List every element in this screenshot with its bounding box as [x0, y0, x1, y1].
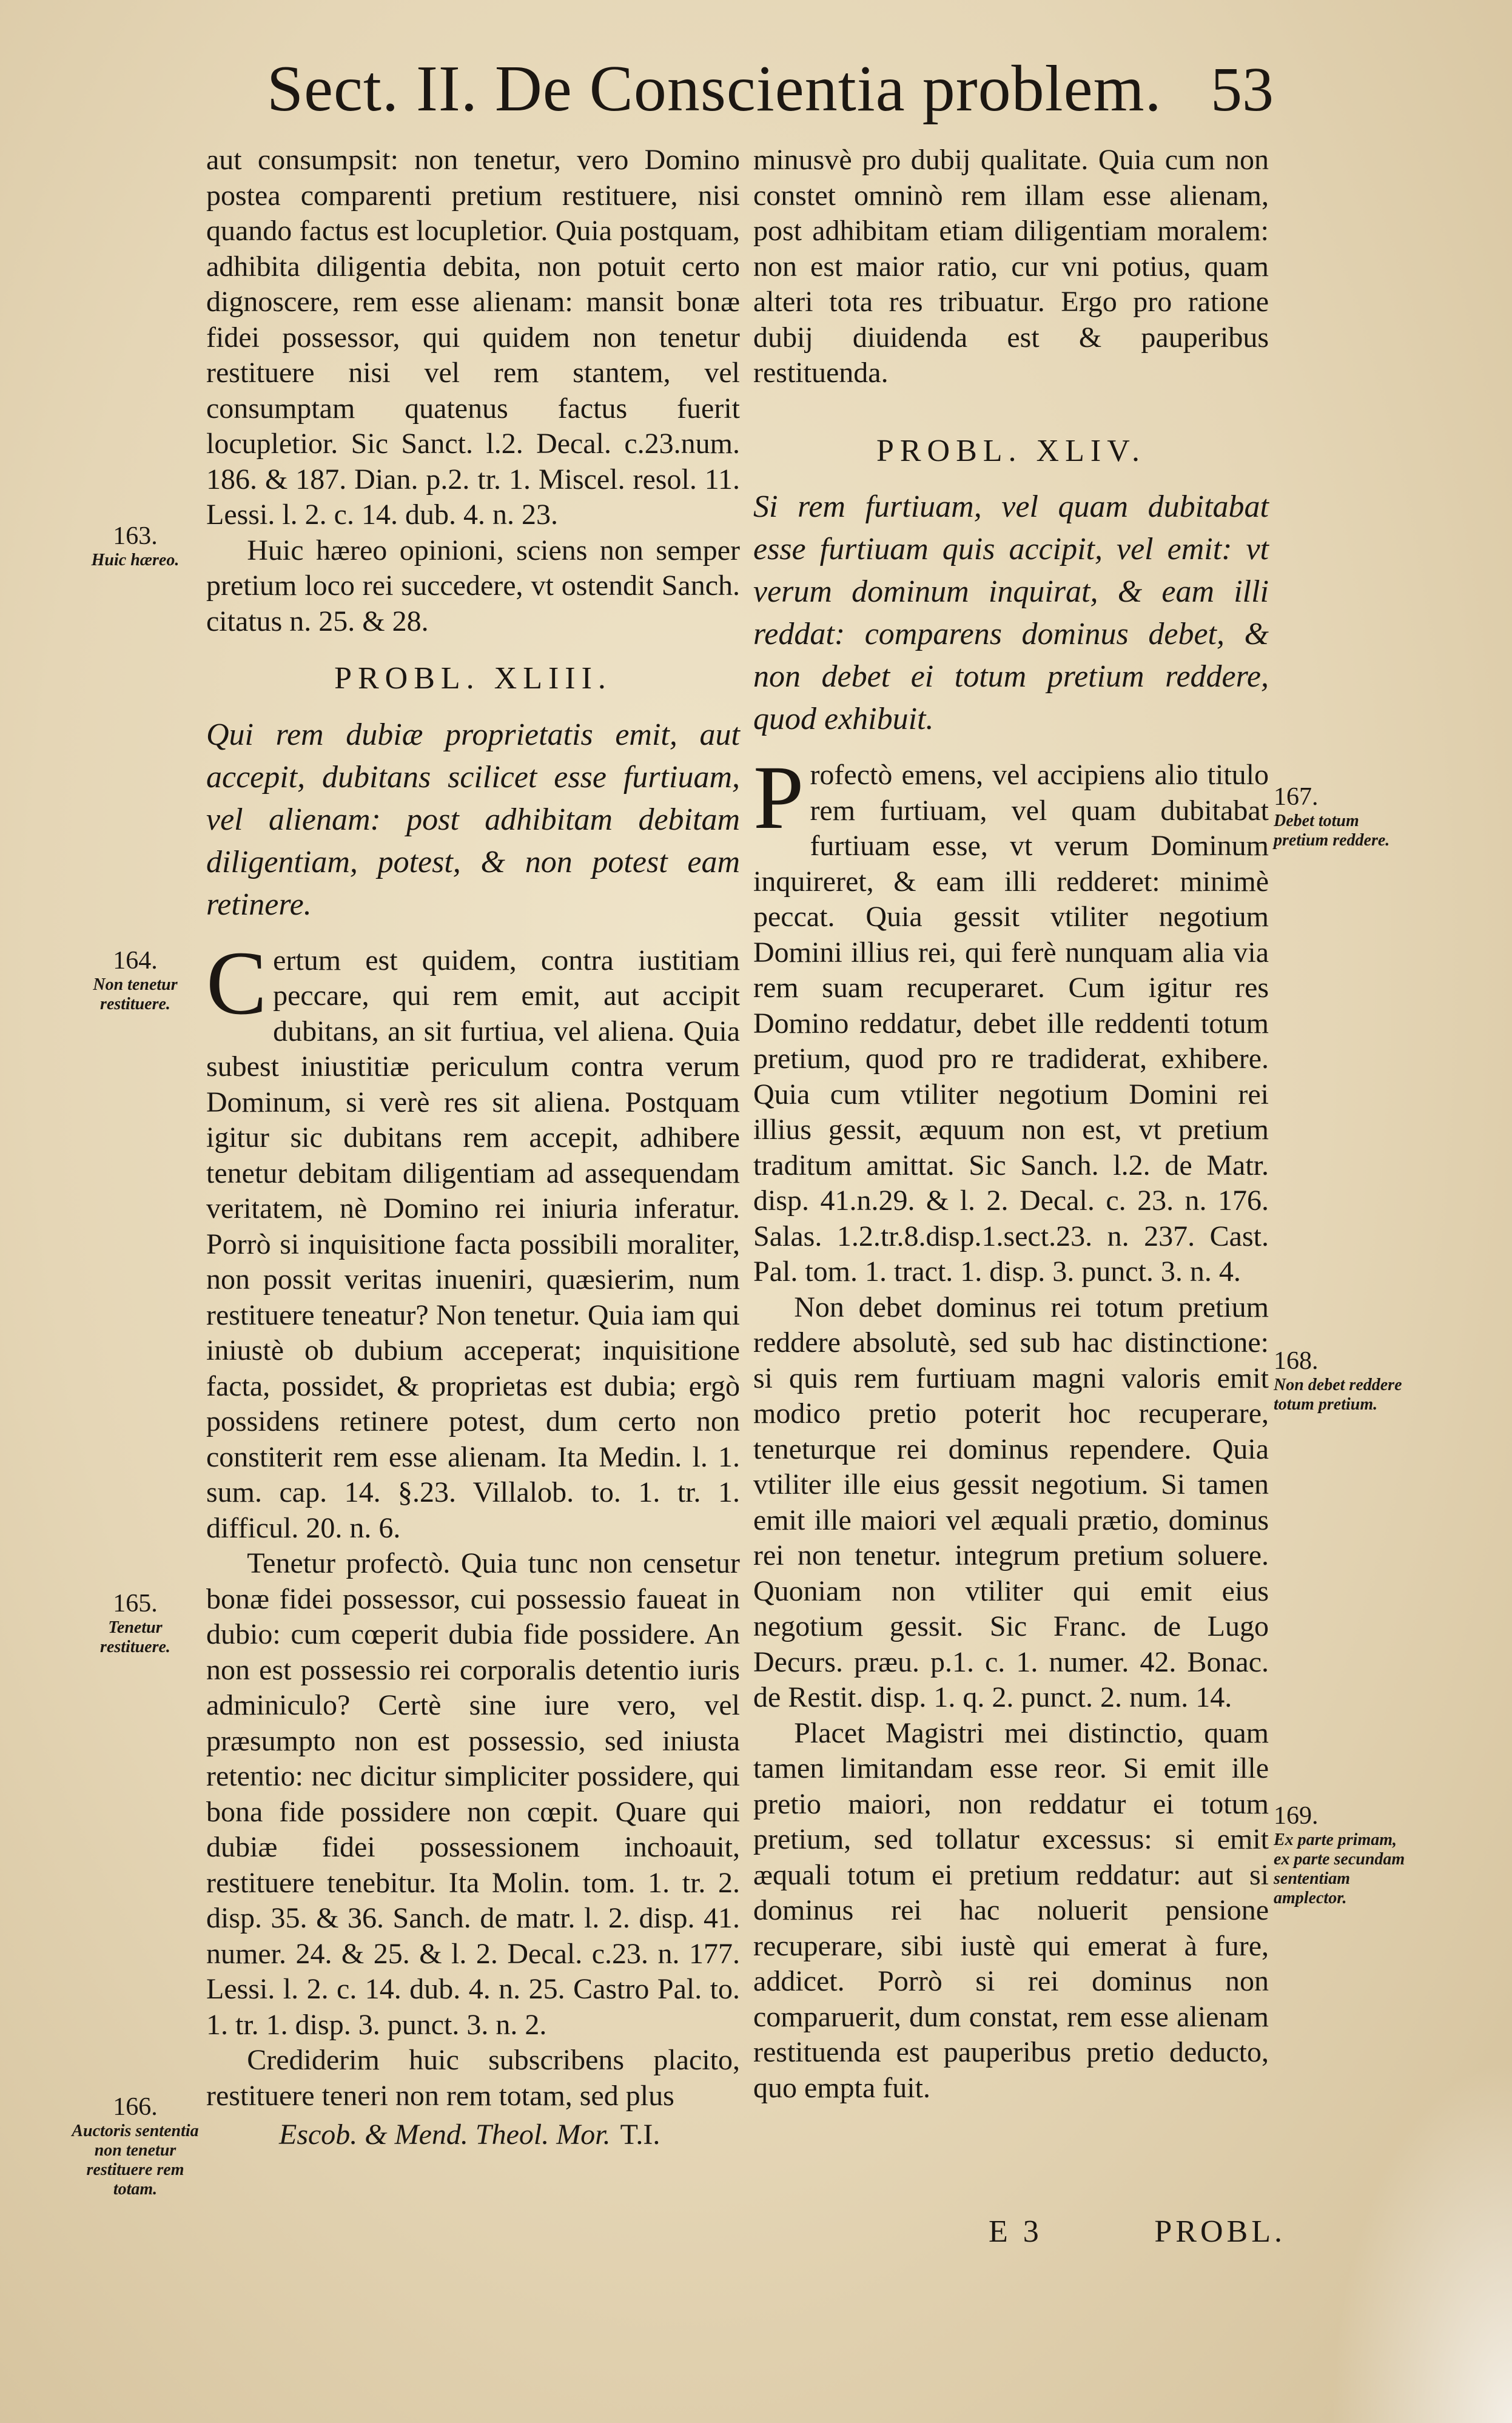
margin-note-number: 164. [113, 947, 158, 975]
page-number: 53 [1211, 55, 1274, 124]
running-head-title: Sect. II. De Conscientia problem. [267, 53, 1162, 125]
margin-note-number: 167. [1274, 783, 1319, 811]
margin-note-number: 165. [113, 1590, 158, 1618]
problem-question: Si rem furtiuam, vel quam dubitabat esse furtiuam quis accipit, vel emit: vt verum dominum inquirat, & eam illi reddat: comparens dominus debet, & non debet ei totum pretium reddere, quod exhibuit. [753, 489, 1269, 736]
margin-note-text: Non tenetur restituere. [93, 975, 178, 1013]
margin-note-text: Non debet reddere totum pretium. [1274, 1376, 1402, 1414]
margin-note-number: 169. [1274, 1802, 1319, 1830]
margin-note-number: 166. [113, 2093, 158, 2121]
running-head [267, 52, 1274, 143]
right-column [753, 143, 1269, 2106]
margin-note-number: 163. [113, 522, 158, 550]
paper-wear [1330, 2059, 1512, 2423]
paragraph: Certum est quidem, contra iustitiam peccare, qui rem emit, aut accipit dubitans, an sit furtiua, vel aliena. Quia subest iniustitiæ periculum contra verum Dominum, si verè res sit aliena. Postquam igitur sic dubitans rem accepit, adhibere tenetur debitam diligentiam ad assequendam veritatem, nè Domino rei iniuria inferatur. Porrò si inquisitione facta possibili moraliter, non possit veritas inueniri, quæsierim, num restituere teneatur? Non tenetur. Quia iam qui iniustè ob dubium acceperat; inquisitione facta, possidet, & proprietas est dubia; ergò possidens retinere potest, dum certo non constiterit rem esse alienam. Ita Medin. l. 1. sum. cap. 14. §.23. Villalob. to. 1. tr. 1. difficul. 20. n. 6. [206, 932, 740, 1544]
margin-note [1274, 782, 1413, 850]
left-column [206, 143, 740, 2153]
paragraph: Placet Magistri mei distinctio, quam tamen limitandam esse reor. Si emit ille pretio maiori, non reddatur ei totum pretium, sed tollatur excessus: si emit æquali totum ei pretium reddatur: aut si dominus rei hac noluerit pensione recuperare, sibi iustè qui emerat à fure, addicet. Porrò si rei dominus non comparuerit, dum constat, rem esse alienam restituenda est pauperibus pretio deducto, quo empta fuit. [753, 1716, 1269, 2104]
problem-heading: PROBL. XLIV. [876, 433, 1146, 468]
catchword: PROBL. [1154, 2214, 1286, 2249]
signature-mark: E 3 [989, 2214, 1043, 2249]
margin-note-text: Tenetur restituere. [100, 1618, 170, 1656]
paragraph: Non debet dominus rei totum pretium reddere absolutè, sed sub hac distinctione: si quis rem furtiuam magni valoris emit modico pretio poterit hoc recuperare, teneturque rei dominus rependere. Quia vtiliter ille eius gessit negotium. Si tamen emit ille maiori vel æquali prætio, dominus rei non tenetur. integrum pretium soluere. Quoniam non vtiliter qui emit eius negotium gessit. Sic Franc. de Lugo Decurs. præu. p.1. c. 1. numer. 42. Bonac. de Restit. disp. 1. q. 2. punct. 2. num. 14. [753, 1291, 1269, 1713]
signature-text: Escob. & Mend. Theol. Mor. [279, 2119, 611, 2151]
paragraph: Crediderim huic subscribens placito, restituere teneri non rem totam, sed plus [206, 2044, 740, 2112]
margin-note [72, 2092, 199, 2199]
paragraph: minusvè pro dubij qualitate. Quia cum non constet omninò rem illam esse alienam, post adhibitam etiam diligentiam moralem: non est maior ratio, cur vni potius, quam alteri tota res tribuatur. Ergo pro ratione dubij diuidenda est & pauperibus restituenda. [753, 144, 1269, 389]
margin-note-text: Huic hæreo. [91, 551, 180, 570]
paragraph: Profectò emens, vel accipiens alio titulo rem furtiuam, vel quam dubitabat furtiuam esse, vt verum Dominum inquireret, & eam illi redderet: minimè peccat. Quia gessit vtiliter negotium Domini illius rei, qui ferè nunquam alia via rem suam recuperaret. Cum igitur res Domino reddatur, debet ille reddenti totum pretium, quod pro re tradiderat, exhibere. Quia cum vtiliter negotium Domini rei illius gessit, æquum non est, vt pretium traditum amittat. Sic Sanch. l.2. de Matr. disp. 41.n.29. & l. 2. Decal. c. 23. n. 176. Salas. 1.2.tr.8.disp.1.sect.23. n. 237. Cast. Pal. tom. 1. tract. 1. disp. 3. punct. 3. n. 4. [753, 747, 1269, 1288]
volume-signature [206, 2117, 740, 2153]
margin-note [72, 1589, 199, 1657]
volume-text: T.I. [620, 2119, 660, 2151]
margin-note [72, 522, 199, 570]
paragraph: aut consumpsit: non tenetur, vero Domino postea comparenti pretium restituere, nisi quando factus est locupletior. Quia postquam, adhibita diligentia debita, non potuit certo dignoscere, rem esse alienam: mansit bonæ fidei possessor, qui quidem non tenetur restituere nisi vel rem stantem, vel consumptam quatenus factus fuerit locupletior. Sic Sanct. l.2. Decal. c.23.num. 186. & 187. Dian. p.2. tr. 1. Miscel. resol. 11. Lessi. l. 2. c. 14. dub. 4. n. 23. [206, 144, 740, 531]
margin-note-number: 168. [1274, 1347, 1319, 1375]
paragraph: Huic hæreo opinioni, sciens non semper pretium loco rei succedere, vt ostendit Sanch. citatus n. 25. & 28. [206, 534, 740, 637]
margin-note-text: Debet totum pretium reddere. [1274, 812, 1390, 850]
page-footer [989, 2214, 1286, 2250]
problem-heading: PROBL. XLIII. [334, 661, 612, 696]
margin-note [72, 946, 199, 1014]
margin-note-text: Ex parte primam, ex parte secundam sententiam amplector. [1274, 1830, 1405, 1907]
margin-note [1274, 1801, 1413, 1908]
margin-note-text: Auctoris sententia non tenetur restituere rem totam. [72, 2122, 199, 2199]
margin-note [1274, 1346, 1413, 1414]
problem-question: Qui rem dubiæ proprietatis emit, aut accepit, dubitans scilicet esse furtiuam, vel alienam: post adhibitam debitam diligentiam, potest, & non potest eam retinere. [206, 717, 740, 922]
paragraph: Tenetur profectò. Quia tunc non censetur bonæ fidei possessor, cui possessio faueat in dubio: cum cœperit dubia fide possidere. An non est possessio rei corporalis detentio iuris adminiculo? Certè sine iure vero, vel præsumpto non est possessio, sed iniusta retentio: nec dicitur simpliciter possidere, qui bona fide possidere non cœpit. Quare qui dubiæ fidei possessionem inchoauit, restituere tenebitur. Ita Molin. tom. 1. tr. 2. disp. 35. & 36. Sanch. de matr. l. 2. disp. 41. numer. 24. & 25. & l. 2. Decal. c.23. n. 177. Lessi. l. 2. c. 14. dub. 4. n. 25. Castro Pal. to. 1. tr. 1. disp. 3. punct. 3. n. 2. [206, 1547, 740, 2041]
